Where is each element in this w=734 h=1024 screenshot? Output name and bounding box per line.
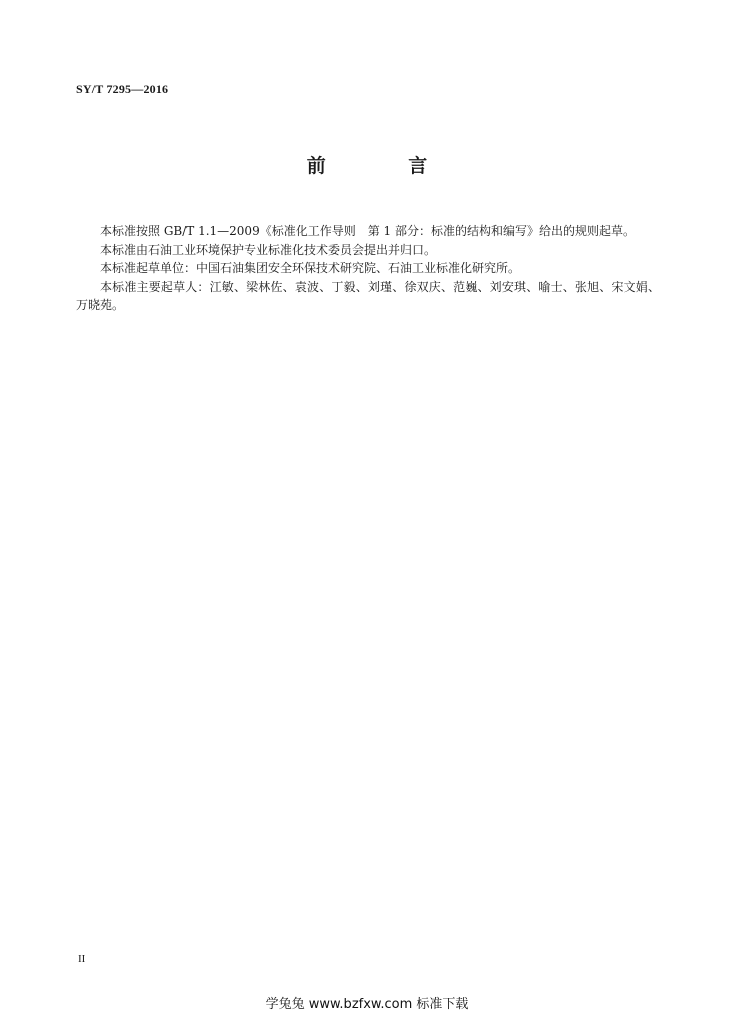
page-title: 前 言 — [306, 155, 466, 177]
standard-code: SY/T 7295—2016 — [76, 82, 169, 96]
paragraph-drafting-units: 本标准起草单位：中国石油集团安全环保技术研究院、石油工业标准化研究所。 — [100, 261, 521, 275]
paragraph-drafting-rules: 本标准按照 GB/T 1.1—2009《标准化工作导则 第 1 部分：标准的结构和编写》给出的规则起草。 — [100, 224, 635, 238]
page-number: II — [78, 953, 86, 965]
watermark-text: 学兔兔 www.bzfxw.com 标准下载 — [265, 997, 469, 1012]
foreword-body — [76, 222, 660, 315]
paragraph-proposer: 本标准由石油工业环境保护专业标准化技术委员会提出并归口。 — [100, 242, 437, 257]
paragraph-drafters: 本标准主要起草人：江敏、梁林佐、袁波、丁毅、刘瑾、徐双庆、范巍、刘安琪、喻士、张旭、宋文娟、万晓苑。 — [76, 279, 660, 312]
